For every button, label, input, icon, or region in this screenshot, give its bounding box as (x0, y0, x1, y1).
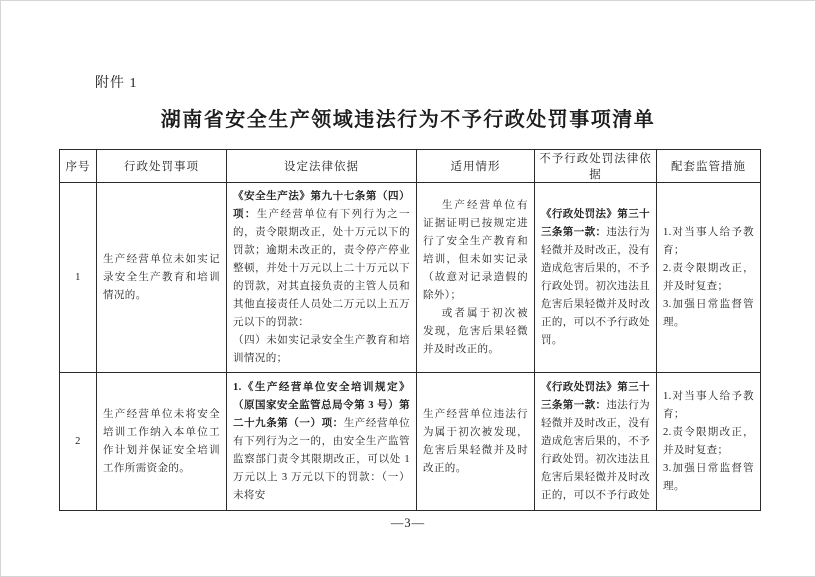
legal-ref-bold: 1.《生产经营单位安全培训规定》（原国家安全监管总局令第 3 号）第二十九条第（一）项： (233, 381, 410, 429)
legal-ref-bold: 《行政处罚法》第三十三条第一款： (541, 208, 650, 238)
cell-paragraph (541, 379, 650, 505)
legal-ref-text: 生产经营单位有下列行为之一的，责令限期改正，处十万元以下的罚款；逾期未改正的，责令停产停业整顿，并处十万元以上二十万元以下的罚款，对其直接负责的主管人员和其他直接责任人员处二万元以上五万元以下的罚款： (233, 208, 410, 328)
page-number: —3— (390, 516, 426, 530)
cell-penalty-item (97, 183, 227, 373)
measure-item: 2.责令限期改正，并及时复查； (663, 262, 754, 292)
measure-item: 3.加强日常监督管理。 (663, 298, 754, 328)
cell-paragraph: （四）未如实记录安全生产教育和培训情况的； (233, 334, 410, 364)
measure-item: 3.加强日常监督管理。 (663, 462, 754, 492)
measure-item: 2.责令限期改正，并及时复查； (663, 426, 754, 456)
cell-paragraph: 生产经营单位未将安全培训工作纳入本单位工作计划并保证安全培训工作所需资金的。 (103, 408, 220, 474)
cell-paragraph: 生产经营单位有证据证明已按规定进行了安全生产教育和培训，但未如实记录（故意对记录造假的除外）； (423, 199, 528, 301)
legal-ref-text: 生产经营单位有下列行为之一的，由安全生产监管监察部门责令其限期改正，可以处 1 万元以上 3 万元以下的罚款：（一）未将安 (233, 417, 410, 501)
legal-ref-text: 违法行为轻微并及时改正，没有造成危害后果的，不予行政处罚。初次违法且危害后果轻微并及时改正的，可以不予行政处 (541, 399, 651, 501)
cell-paragraph: 生产经营单位违法行为属于初次被发现，危害后果轻微并及时改正的。 (423, 408, 528, 474)
measure-item: 1.对当事人给予教育； (663, 226, 754, 256)
penalty-exemption-table (59, 149, 761, 511)
cell-applicable-situation (417, 373, 535, 511)
cell-serial-number: 1 (60, 183, 97, 373)
header-supporting-measures: 配套监管措施 (657, 150, 761, 183)
cell-paragraph (233, 188, 410, 332)
cell-no-penalty-basis (535, 183, 657, 373)
cell-penalty-item (97, 373, 227, 511)
header-legal-basis: 设定法律依据 (227, 150, 417, 183)
header-applicable-situation: 适用情形 (417, 150, 535, 183)
cell-paragraph: 或者属于初次被发现，危害后果轻微并及时改正的。 (423, 307, 528, 355)
cell-supporting-measures (657, 183, 761, 373)
cell-serial-number: 2 (60, 373, 97, 511)
measure-item: 1.对当事人给予教育； (663, 390, 754, 420)
cell-supporting-measures (657, 373, 761, 511)
cell-legal-basis (227, 373, 417, 511)
cell-no-penalty-basis (535, 373, 657, 511)
cell-paragraph: 生产经营单位未如实记录安全生产教育和培训情况的。 (103, 253, 220, 301)
page-title: 湖南省安全生产领域违法行为不予行政处罚事项清单 (160, 109, 656, 131)
legal-ref-bold: 《安全生产法》第九十七条第（四）项： (233, 190, 410, 220)
cell-paragraph (233, 379, 410, 505)
header-no-penalty-basis: 不予行政处罚法律依据 (535, 150, 657, 183)
legal-ref-bold: 《行政处罚法》第三十三条第一款： (541, 381, 650, 411)
legal-ref-text: 违法行为轻微并及时改正，没有造成危害后果的，不予行政处罚。初次违法且危害后果轻微并及时改正的，可以不予行政处罚。 (541, 226, 651, 346)
table-row (60, 183, 761, 373)
cell-applicable-situation (417, 183, 535, 373)
table-header-row (60, 150, 761, 183)
header-penalty-item: 行政处罚事项 (97, 150, 227, 183)
attachment-label: 附件 1 (95, 76, 138, 91)
header-serial-number: 序号 (60, 150, 97, 183)
cell-paragraph (541, 206, 650, 350)
cell-legal-basis (227, 183, 417, 373)
table-row (60, 373, 761, 511)
